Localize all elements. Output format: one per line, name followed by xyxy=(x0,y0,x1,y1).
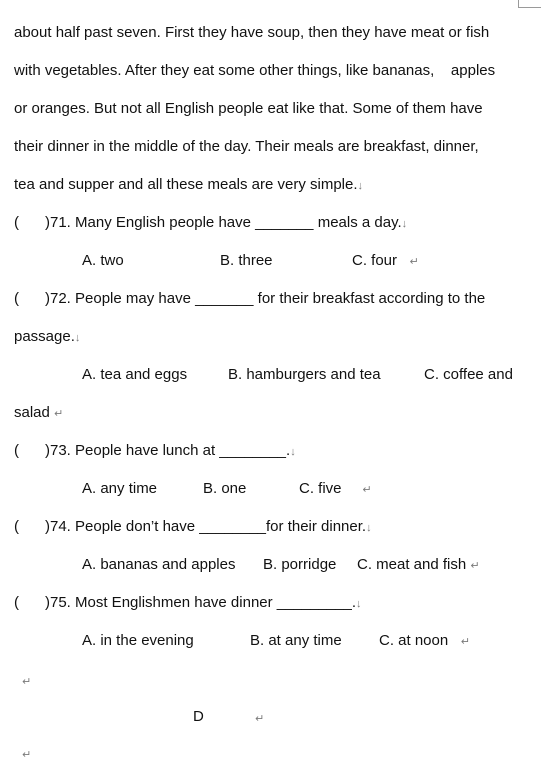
line-break-mark: ↓ xyxy=(401,218,408,230)
page-corner-marker xyxy=(518,0,541,8)
option-c-line xyxy=(299,479,372,499)
answer-paren: ( xyxy=(14,594,19,611)
option-c-wrap xyxy=(14,403,63,423)
option-c: C. five xyxy=(299,480,342,497)
option-c-line xyxy=(357,555,480,575)
answer-paren: ( xyxy=(14,214,19,231)
option-c: C. at noon xyxy=(379,632,449,649)
paragraph-mark: ↵ xyxy=(255,713,265,725)
answer-paren: ( xyxy=(14,442,19,459)
section-heading: D xyxy=(193,708,204,725)
question-stem: )75. Most Englishmen have dinner _________. xyxy=(45,594,357,611)
option-c: C. meat and fish xyxy=(357,556,467,573)
option-b: B. porridge xyxy=(263,556,337,573)
option-a: A. tea and eggs xyxy=(82,366,188,383)
question-text xyxy=(45,441,296,461)
line-break-mark: ↓ xyxy=(357,180,364,192)
option-b: B. at any time xyxy=(250,632,342,649)
option-b: B. three xyxy=(220,252,273,269)
option-c-continued: salad xyxy=(14,404,50,421)
paragraph-mark: ↵ xyxy=(54,408,64,420)
passage-line-3 xyxy=(14,99,518,119)
option-a: A. bananas and apples xyxy=(82,556,236,573)
paragraph-mark: ↵ xyxy=(470,560,480,572)
line-break-mark: ↓ xyxy=(290,446,296,458)
question-text xyxy=(45,517,372,537)
option-c: C. coffee and xyxy=(424,366,513,383)
passage-text: about half past seven. First they have soup, then they have meat or fish xyxy=(14,24,490,41)
paragraph-mark: ↵ xyxy=(460,636,470,648)
paragraph-mark: ↵ xyxy=(362,484,372,496)
line-break-mark: ↓ xyxy=(74,332,81,344)
option-a: A. two xyxy=(82,252,124,269)
question-stem: )73. People have lunch at ________. xyxy=(45,442,291,459)
passage-line-4 xyxy=(14,137,518,157)
question-stem: )72. People may have _______ for their breakfast according to the xyxy=(45,290,486,307)
passage-text: tea and supper and all these meals are very simple. xyxy=(14,176,358,193)
answer-paren: ( xyxy=(14,290,19,307)
passage-line-5 xyxy=(14,175,363,195)
option-c-line xyxy=(352,251,419,271)
question-text-wrap xyxy=(14,327,80,347)
passage-text: with vegetables. After they eat some other things, like bananas, apples xyxy=(14,62,496,79)
line-break-mark: ↓ xyxy=(366,522,372,534)
question-stem: )71. Many English people have _______ meals a day. xyxy=(45,214,402,231)
passage-text: their dinner in the middle of the day. Their meals are breakfast, dinner, xyxy=(14,138,479,155)
option-a: A. in the evening xyxy=(82,632,194,649)
section-heading-line xyxy=(193,707,204,727)
question-text xyxy=(45,213,407,233)
paragraph-mark: ↵ xyxy=(22,749,32,761)
option-c: C. four xyxy=(352,252,398,269)
passage-line-1 xyxy=(14,23,518,43)
question-text xyxy=(45,593,362,613)
line-break-mark: ↓ xyxy=(356,598,362,610)
option-b: B. one xyxy=(203,480,247,497)
paragraph-mark: ↵ xyxy=(409,256,419,268)
option-b: B. hamburgers and tea xyxy=(228,366,381,383)
option-c-line xyxy=(379,631,470,651)
passage-text: or oranges. But not all English people eat like that. Some of them have xyxy=(14,100,483,117)
paragraph-mark: ↵ xyxy=(22,676,32,688)
question-text xyxy=(45,289,518,309)
answer-paren: ( xyxy=(14,518,19,535)
question-stem-continued: passage. xyxy=(14,328,75,345)
option-a: A. any time xyxy=(82,480,158,497)
question-stem: )74. People don’t have ________for their dinner. xyxy=(45,518,367,535)
passage-line-2 xyxy=(14,61,495,81)
